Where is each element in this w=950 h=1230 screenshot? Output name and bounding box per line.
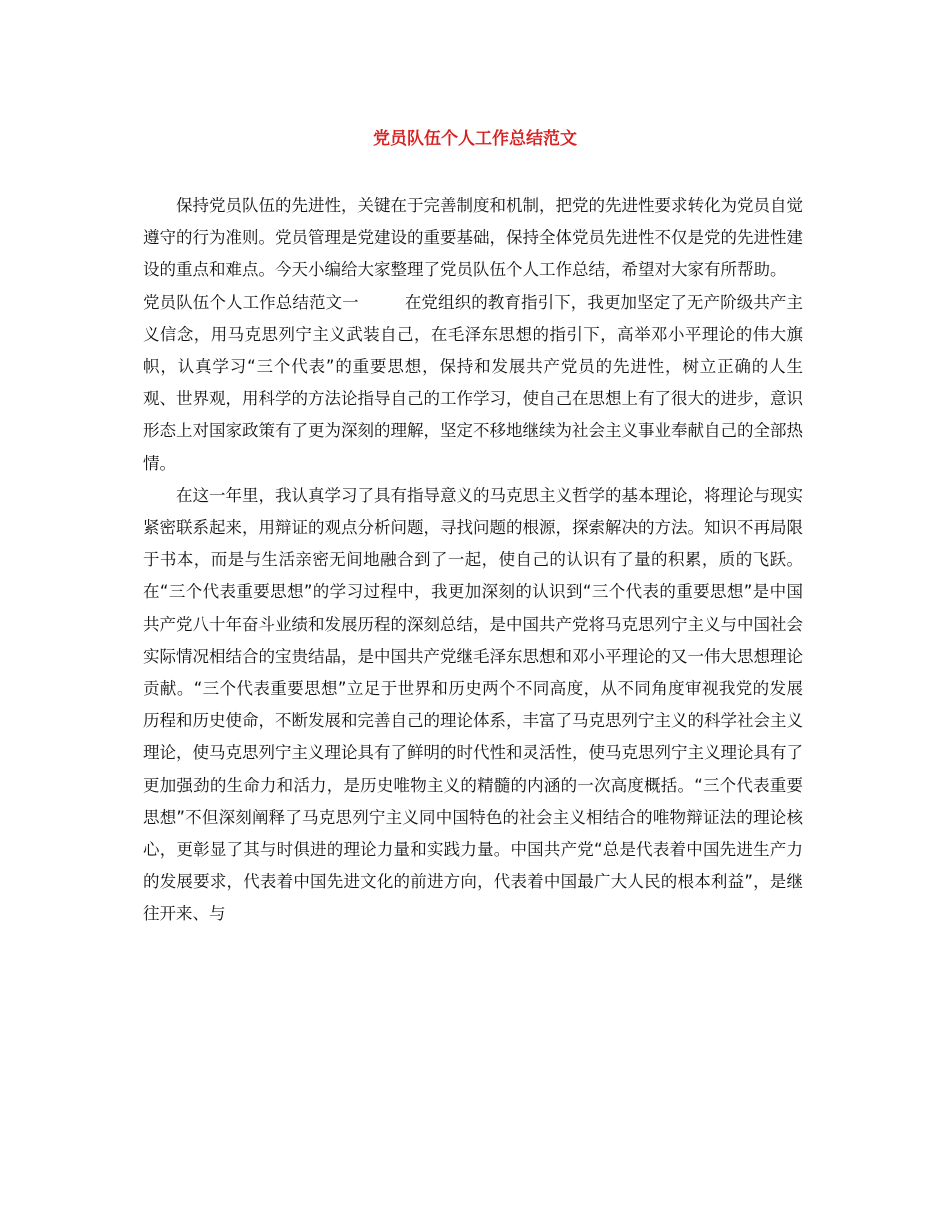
section-first-paragraph: 在党组织的教育指引下，我更加坚定了无产阶级共产主义信念，用马克思列宁主义武装自己，在毛泽东思想的指引下，高举邓小平理论的伟大旗帜，认真学习“三个代表”的重要思想，保持和发展共产党员的先进性，树立正确的人生观、世界观，用科学的方法论指导自己的工作学习，使自己在思想上有了很大的进步，意识形态上对国家政策有了更为深刻的理解，坚定不移地继续为社会主义事业奉献自己的全部热情。 [143, 292, 804, 473]
section-paragraph [143, 287, 803, 480]
section-heading: 党员队伍个人工作总结范文一 [143, 292, 359, 312]
document-body [143, 190, 803, 931]
document-title: 党员队伍个人工作总结范文 [373, 129, 577, 149]
intro-paragraph: 保持党员队伍的先进性，关键在于完善制度和机制，把党的先进性要求转化为党员自觉遵守的行为准则。党员管理是党建设的重要基础，保持全体党员先进性不仅是党的先进性建设的重点和难点。今天小编给大家整理了党员队伍个人工作总结，希望对大家有所帮助。 [143, 196, 803, 280]
body-paragraph-2: 在这一年里，我认真学习了具有指导意义的马克思主义哲学的基本理论，将理论与现实紧密联系起来，用辩证的观点分析问题，寻找问题的根源，探索解决的方法。知识不再局限于书本，而是与生活亲密无间地融合到了一起，使自己的认识有了量的积累，质的飞跃。在“三个代表重要思想”的学习过程中，我更加深刻的认识到“三个代表的重要思想”是中国共产党八十年奋斗业绩和发展历程的深刻总结，是中国共产党将马克思列宁主义与中国社会实际情况相结合的宝贵结晶，是中国共产党继毛泽东思想和邓小平理论的又一伟大思想理论贡献。“三个代表重要思想”立足于世界和历史两个不同高度，从不同角度审视我党的发展历程和历史使命，不断发展和完善自己的理论体系，丰富了马克思列宁主义的科学社会主义理论，使马克思列宁主义理论具有了鲜明的时代性和灵活性，使马克思列宁主义理论具有了更加强劲的生命力和活力，是历史唯物主义的精髓的内涵的一次高度概括。“三个代表重要思想”不但深刻阐释了马克思列宁主义同中国特色的社会主义相结合的唯物辩证法的理论核心，更彰显了其与时俱进的理论力量和实践力量。中国共产党“总是代表着中国先进生产力的发展要求，代表着中国先进文化的前进方向，代表着中国最广大人民的根本利益”，是继往开来、与 [143, 485, 803, 924]
